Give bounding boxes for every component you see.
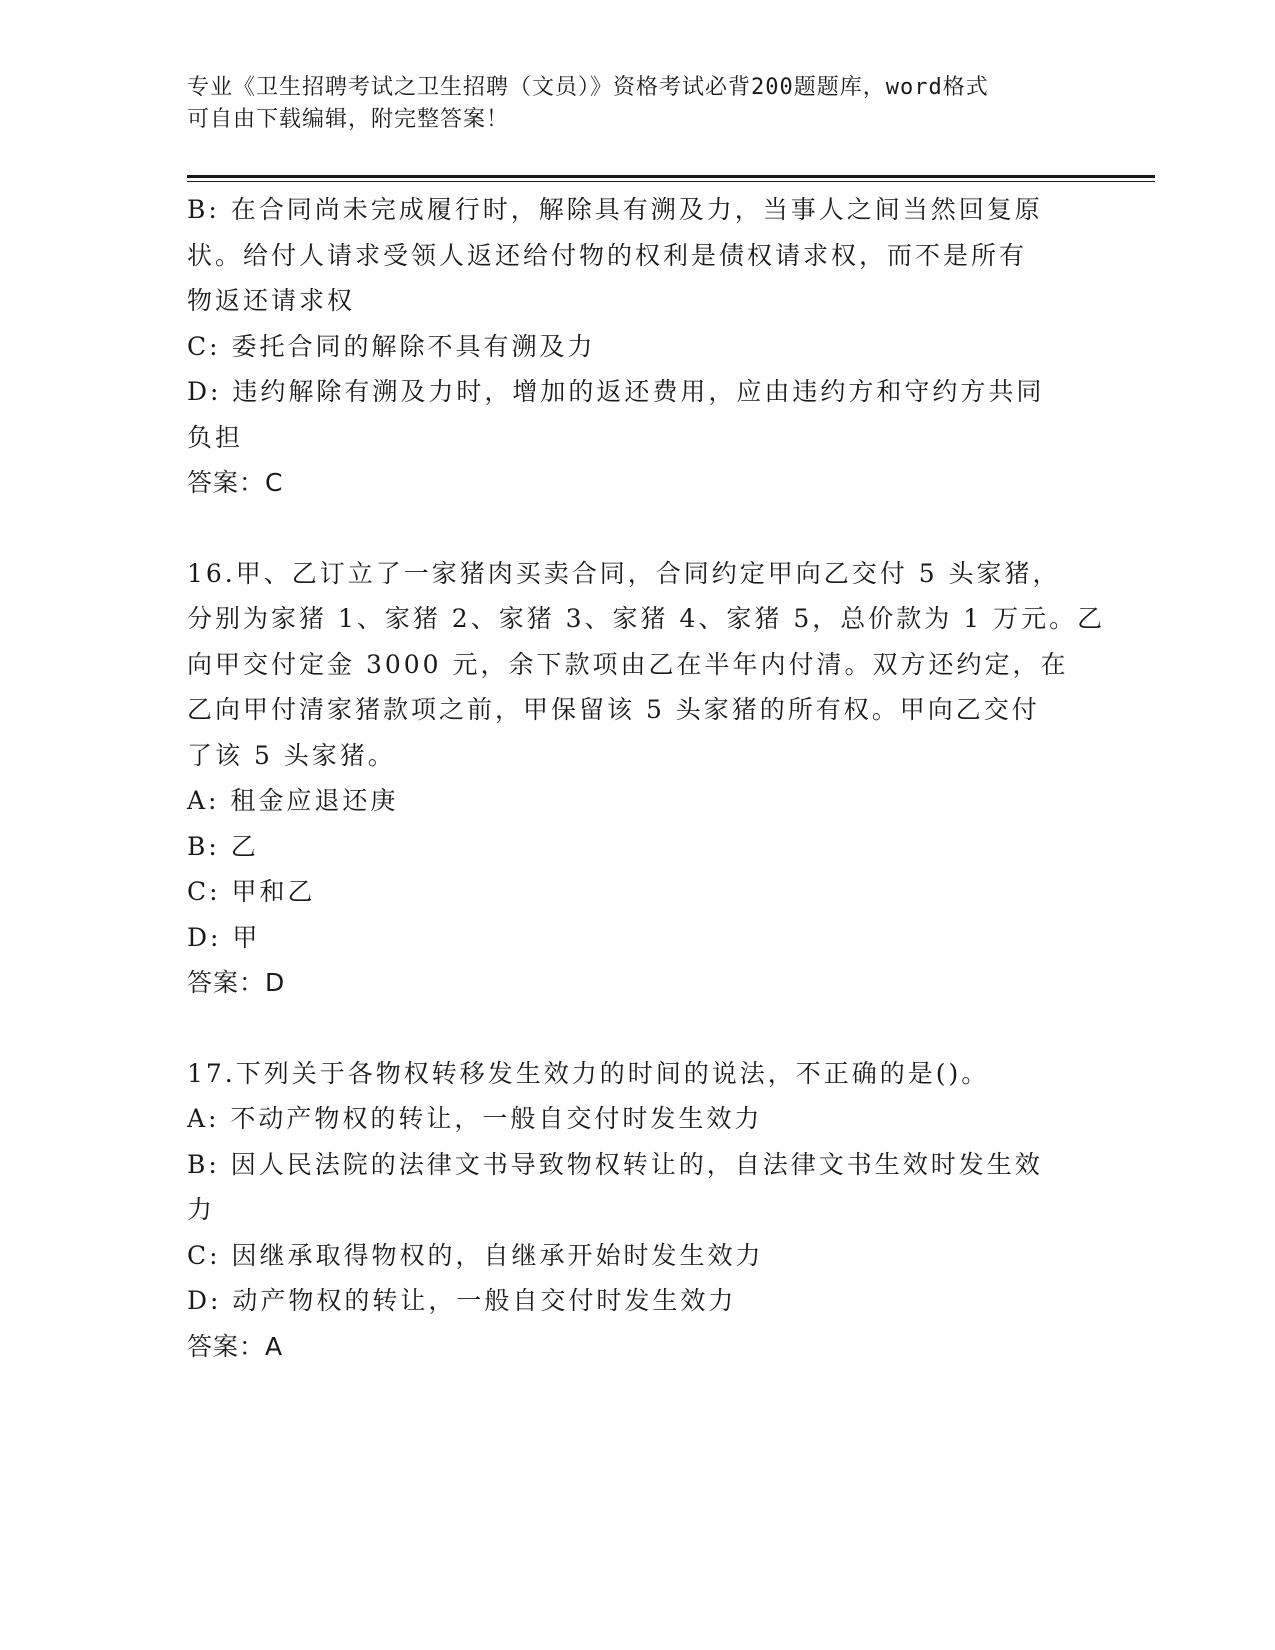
option-b-line-1: B: 因人民法院的法律文书导致物权转让的，自法律文书生效时发生效 (187, 1149, 1043, 1179)
option-a: A: 不动产物权的转让，一般自交付时发生效力 (187, 1104, 763, 1133)
option-c: C: 因继承取得物权的，自继承开始时发生效力 (187, 1240, 764, 1270)
spacer (187, 1006, 1077, 1051)
question-stem-line-3: 向甲交付定金 3000 元，余下款项由乙在半年内付清。双方还约定，在 (187, 649, 1069, 679)
answer: 答案：A (187, 1331, 284, 1361)
option-c: C: 甲和乙 (187, 877, 316, 906)
question-stem-line-4: 乙向甲付清家猪款项之前，甲保留该 5 头家猪的所有权。甲向乙交付 (187, 695, 1040, 724)
question-stem: 17.下列关于各物权转移发生效力的时间的说法，不正确的是()。 (187, 1058, 990, 1088)
question-stem-line-2: 分别为家猪 1、家猪 2、家猪 3、家猪 4、家猪 5，总价款为 1 万元。乙 (187, 604, 1106, 633)
option-b-line-2: 力 (187, 1195, 216, 1224)
option-b-line-3: 物返还请求权 (187, 286, 356, 315)
option-d-line-2: 负担 (187, 422, 244, 452)
option-d: D: 动产物权的转让，一般自交付时发生效力 (187, 1286, 737, 1315)
header-title-line-1: 专业《卫生招聘考试之卫生招聘（文员）》资格考试必背200题题库，word格式 (187, 75, 989, 100)
option-a: A: 租金应退还庚 (187, 786, 399, 815)
question-16 (187, 551, 1106, 1006)
option-d: D: 甲 (187, 922, 261, 952)
option-b-line-1: B: 在合同尚未完成履行时，解除具有溯及力，当事人之间当然回复原 (187, 195, 1043, 224)
question-17 (187, 1051, 1077, 1370)
question-stem-line-1: 16.甲、乙订立了一家猪肉买卖合同，合同约定甲向乙交付 5 头家猪， (187, 558, 1061, 588)
question-stem-line-5: 了该 5 头家猪。 (187, 740, 396, 770)
spacer (187, 506, 1077, 551)
option-c: C: 委托合同的解除不具有溯及力 (187, 331, 596, 361)
question-15-continued (187, 187, 1077, 506)
answer: 答案：D (187, 968, 286, 997)
option-b: B: 乙 (187, 831, 259, 861)
option-d-line-1: D: 违约解除有溯及力时，增加的返还费用，应由违约方和守约方共同 (187, 377, 1045, 406)
option-b-line-2: 状。给付人请求受领人返还给付物的权利是债权请求权，而不是所有 (187, 240, 1028, 270)
document-header (187, 72, 1067, 136)
header-title-line-2: 可自由下载编辑，附完整答案！ (187, 107, 510, 132)
header-divider-thin (187, 181, 1155, 182)
document-body (187, 187, 1106, 1369)
header-divider-thick (187, 175, 1155, 178)
answer: 答案：C (187, 468, 284, 497)
